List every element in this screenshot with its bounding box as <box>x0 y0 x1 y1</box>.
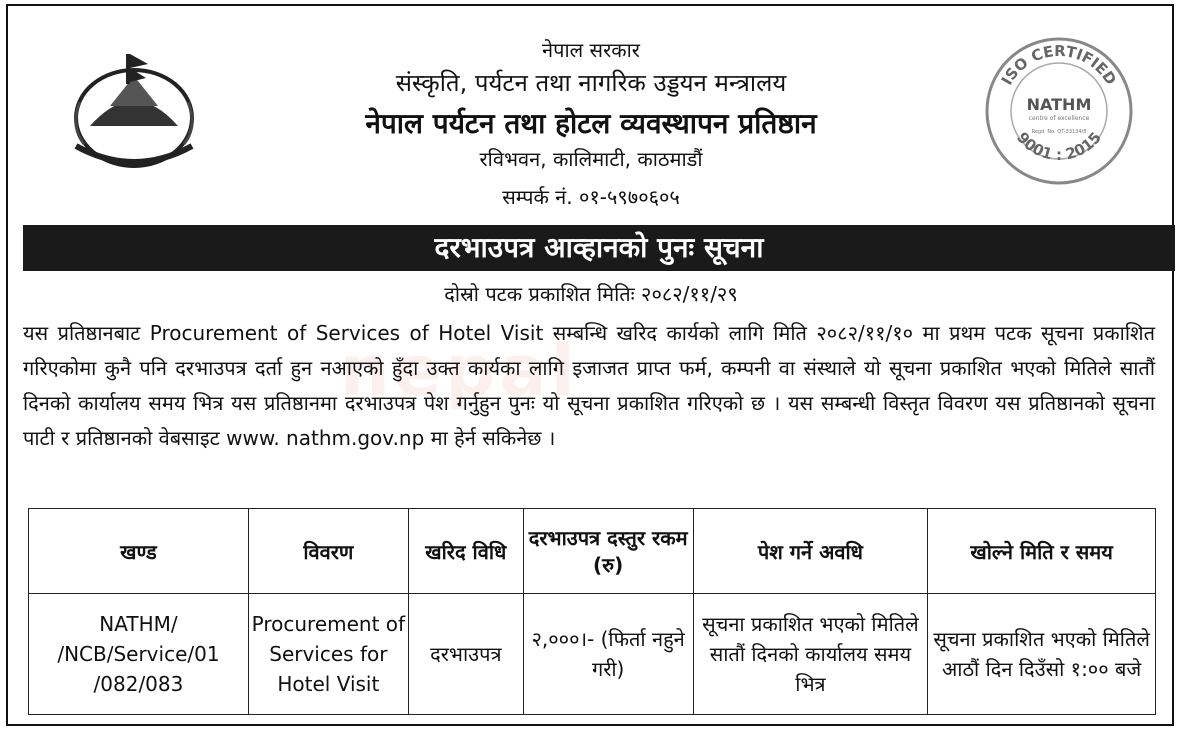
header-opening-date: खोल्ने मिति र समय <box>928 509 1156 594</box>
cell-submission-period: सूचना प्रकाशित भएको मितिले सातौं दिनको कार्यालय समय भित्र <box>693 594 928 715</box>
header-segment: खण्ड <box>29 509 249 594</box>
header <box>0 0 1182 228</box>
cell-segment: NATHM/ /NCB/Service/01 /082/083 <box>29 594 249 715</box>
iso-bottom-text: 9001 : 2015 <box>1013 128 1105 164</box>
table-header-row <box>29 509 1156 594</box>
tender-table <box>28 508 1156 715</box>
iso-reg-text: Regd. No. QT-33134/8 <box>1031 129 1087 135</box>
header-bid-fee: दरभाउपत्र दस्तुर रकम (रु) <box>523 509 693 594</box>
cell-bid-fee: २,०००।- (फिर्ता नहुने गरी) <box>523 594 693 715</box>
iso-logo-subtext: centre of excellence <box>1028 115 1090 122</box>
contact-number: सम्पर्क नं. ०१-५९७०६०५ <box>502 185 680 209</box>
notice-title: दरभाउपत्र आव्हानको पुनः सूचना <box>23 225 1175 271</box>
iso-logo-text: NATHM <box>1026 95 1092 114</box>
address: रविभवन, कालिमाटी, काठमाडौं <box>479 147 703 171</box>
iso-certified-badge-icon <box>984 36 1134 186</box>
iso-top-text: ISO CERTIFIED <box>997 41 1121 89</box>
organization-name: नेपाल पर्यटन तथा होटल व्यवस्थापन प्रतिष्ठान <box>365 107 817 140</box>
published-date: दोस्रो पटक प्रकाशित मितिः २०८२/११/२९ <box>444 282 738 306</box>
header-description: विवरण <box>248 509 408 594</box>
svg-text:ISO CERTIFIED <box>998 42 1120 88</box>
cell-opening-date: सूचना प्रकाशित भएको मितिले आठौं दिन दिउँसो १:०० बजे <box>928 594 1156 715</box>
table-row <box>29 594 1156 715</box>
header-procurement-method: खरिद विधि <box>408 509 523 594</box>
cell-procurement-method: दरभाउपत्र <box>408 594 523 715</box>
header-submission-period: पेश गर्ने अवधि <box>693 509 928 594</box>
notice-body: यस प्रतिष्ठानबाट Procurement of Services of Hotel Visit सम्बन्धि खरिद कार्यको लागि मिति २०८२/११/१० मा प्रथम पटक सूचना प्रकाशित गरिएकोमा कुनै पनि दरभाउपत्र दर्ता हुन नआएको हुँदा उक्त कार्यका लागि इजाजत प्राप्त फर्म, कम्पनी वा संस्थाले यो सूचना प्रकाशित भएको मितिले सातौं दिनको कार्यालय समय भित्र यस प्रतिष्ठानमा दरभाउपत्र पेश गर्नुहुन पुनः यो सूचना प्रकाशित गरिएको छ । यस सम्बन्धी विस्तृत विवरण यस प्रतिष्ठानको सूचना पाटी र प्रतिष्ठानको वेबसाइट www. nathm.gov.np मा हेर्न सकिनेछ । <box>23 321 1155 450</box>
government-name: नेपाल सरकार <box>542 38 640 62</box>
cell-description: Procurement of Services for Hotel Visit <box>248 594 408 715</box>
watermark: nepal <box>340 330 579 412</box>
ministry-name: संस्कृति, पर्यटन तथा नागरिक उड्डयन मन्त्रालय <box>395 69 787 97</box>
